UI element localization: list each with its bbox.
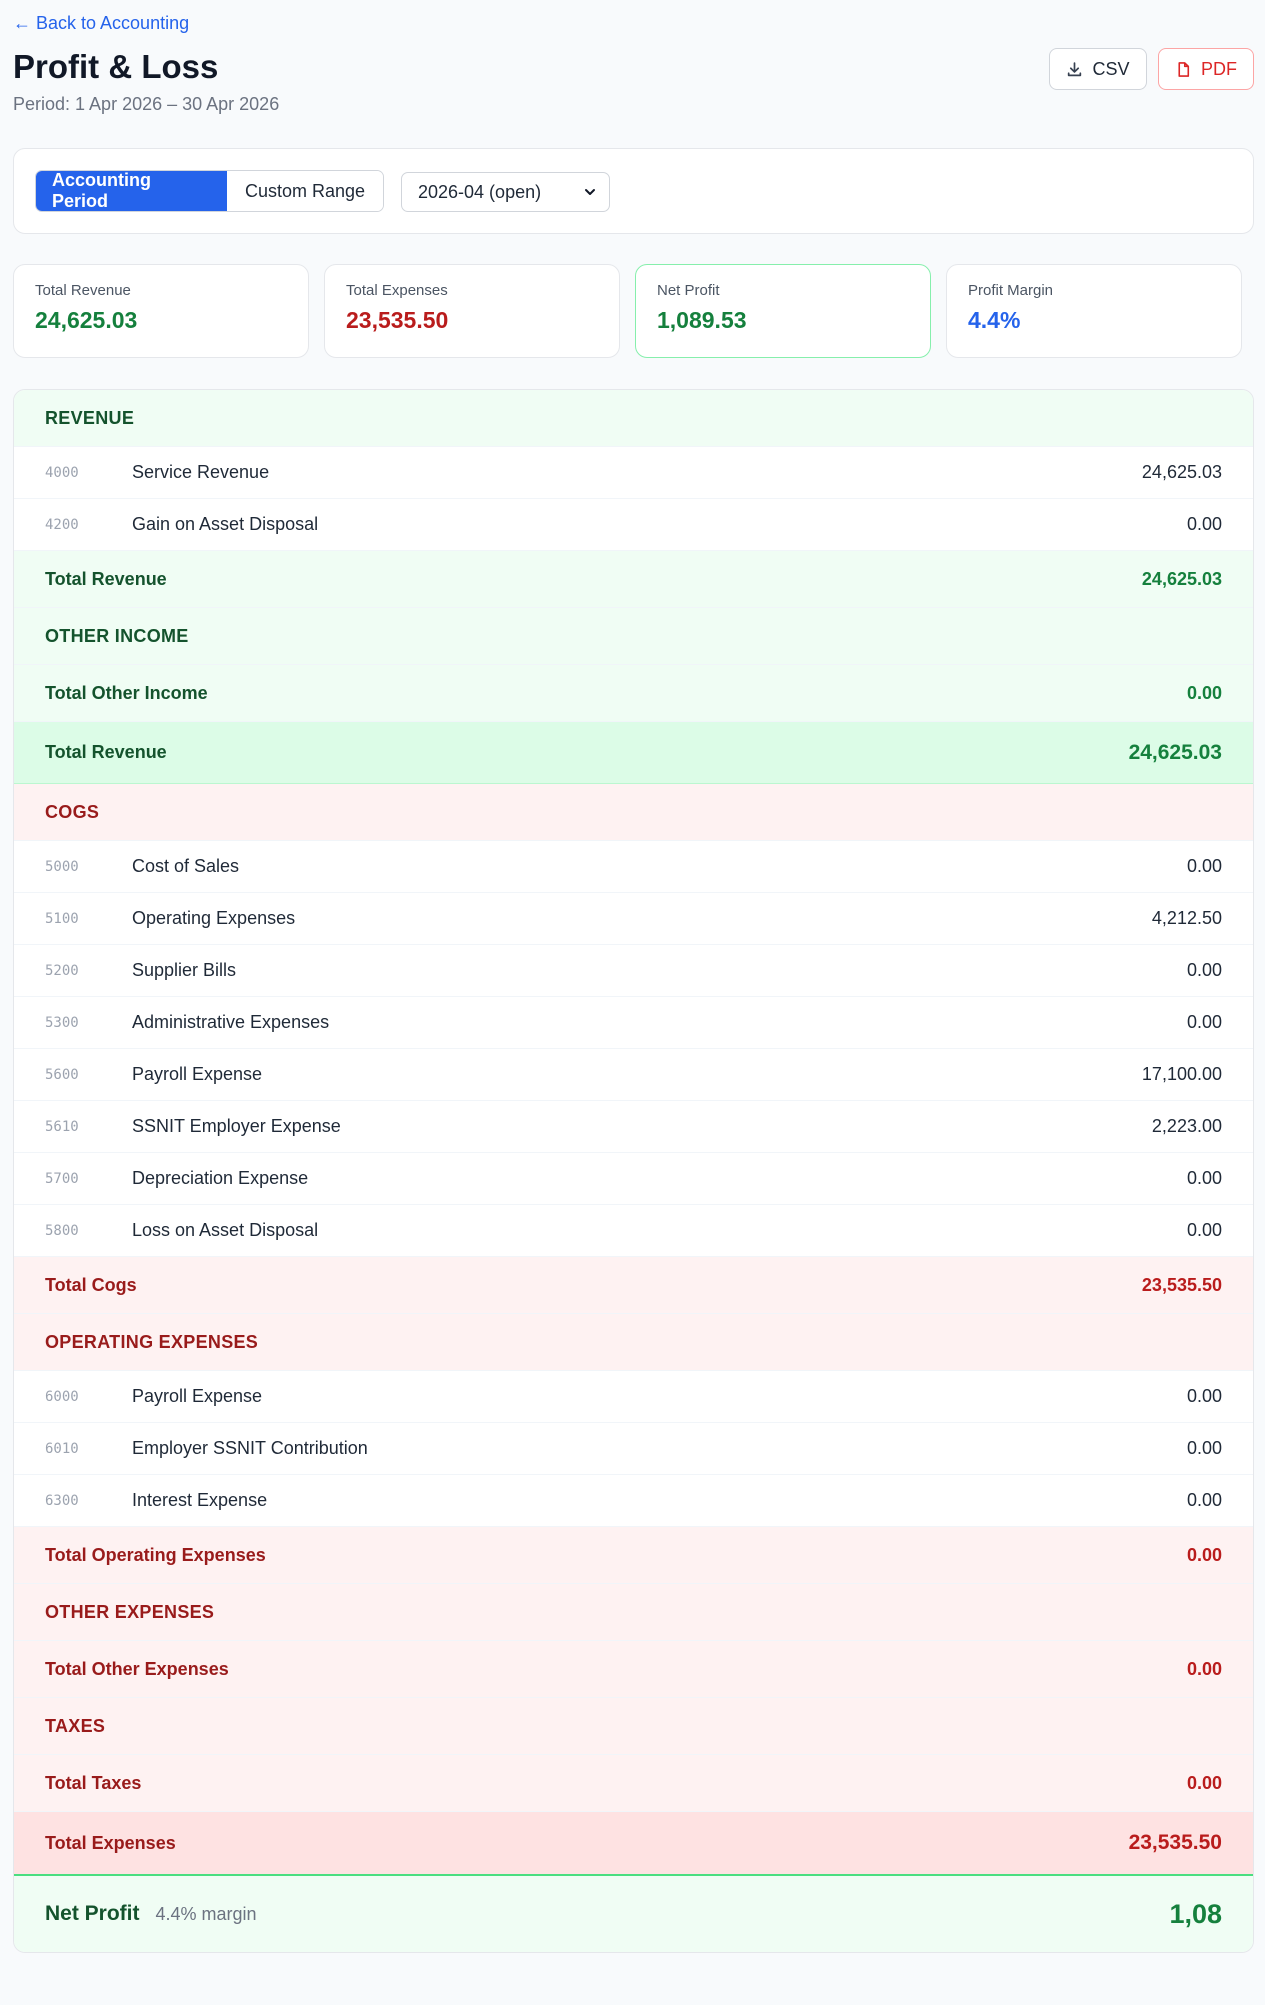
grand-total-revenue bbox=[14, 722, 1253, 784]
account-code: 5800 bbox=[45, 1222, 79, 1239]
stat-value: 23,535.50 bbox=[346, 307, 449, 333]
grand-total-amount: 23,535.50 bbox=[1128, 1831, 1222, 1854]
stat-value: 1,089.53 bbox=[657, 307, 747, 333]
account-row[interactable] bbox=[14, 893, 1253, 945]
section-title: OTHER EXPENSES bbox=[45, 1601, 215, 1622]
section-heading-other-income bbox=[14, 608, 1253, 665]
stat-label: Profit Margin bbox=[968, 282, 1054, 299]
subtotal-taxes bbox=[14, 1755, 1253, 1812]
subtotal-label: Total Revenue bbox=[45, 568, 167, 589]
section-title: COGS bbox=[45, 801, 100, 822]
account-name: Service Revenue bbox=[132, 462, 270, 482]
account-amount: 17,100.00 bbox=[1141, 1064, 1222, 1084]
grand-total-label: Total Expenses bbox=[45, 1832, 176, 1853]
section-title: REVENUE bbox=[45, 407, 135, 428]
account-code: 4200 bbox=[45, 516, 79, 533]
download-icon bbox=[1066, 61, 1083, 78]
account-row[interactable] bbox=[14, 1101, 1253, 1153]
account-row[interactable] bbox=[14, 447, 1253, 499]
account-row[interactable] bbox=[14, 1205, 1253, 1257]
stat-label: Total Revenue bbox=[35, 282, 131, 299]
account-name: Administrative Expenses bbox=[132, 1012, 330, 1032]
page-title: Profit & Loss bbox=[13, 48, 219, 85]
grand-total-amount: 24,625.03 bbox=[1128, 740, 1222, 764]
account-row[interactable] bbox=[14, 1153, 1253, 1205]
account-name: Depreciation Expense bbox=[132, 1168, 309, 1188]
section-heading-cogs bbox=[14, 784, 1253, 841]
account-code: 5610 bbox=[45, 1118, 79, 1135]
account-amount: 0.00 bbox=[1186, 1220, 1222, 1240]
account-row[interactable] bbox=[14, 841, 1253, 893]
grand-total-expenses bbox=[14, 1812, 1253, 1874]
stat-profit-margin bbox=[946, 264, 1242, 358]
account-name: Payroll Expense bbox=[132, 1386, 263, 1406]
account-name: Employer SSNIT Contribution bbox=[132, 1438, 368, 1458]
account-row[interactable] bbox=[14, 997, 1253, 1049]
subtotal-amount: 24,625.03 bbox=[1141, 568, 1222, 589]
stat-label: Total Expenses bbox=[346, 282, 448, 299]
pnl-statement bbox=[13, 389, 1254, 1953]
section-heading-taxes bbox=[14, 1698, 1253, 1755]
account-amount: 0.00 bbox=[1186, 1012, 1222, 1032]
account-amount: 0.00 bbox=[1186, 1438, 1222, 1458]
subtotal-label: Total Taxes bbox=[45, 1772, 142, 1793]
account-amount: 2,223.00 bbox=[1151, 1116, 1222, 1136]
net-profit-row bbox=[14, 1874, 1253, 1952]
section-heading-operating-expenses bbox=[14, 1314, 1253, 1371]
account-row[interactable] bbox=[14, 499, 1253, 551]
export-pdf-button[interactable] bbox=[1158, 48, 1254, 90]
account-amount: 0.00 bbox=[1186, 1490, 1222, 1510]
grand-total-label: Total Revenue bbox=[45, 742, 167, 762]
account-amount: 0.00 bbox=[1186, 1168, 1222, 1188]
account-row[interactable] bbox=[14, 945, 1253, 997]
account-code: 6300 bbox=[45, 1492, 79, 1509]
account-amount: 4,212.50 bbox=[1151, 908, 1222, 928]
net-profit-label: Net Profit bbox=[45, 1902, 140, 1925]
subtotal-label: Total Other Income bbox=[45, 682, 208, 703]
subtotal-other-expenses bbox=[14, 1641, 1253, 1698]
section-heading-revenue bbox=[14, 390, 1253, 447]
section-title: OPERATING EXPENSES bbox=[45, 1331, 259, 1352]
subtotal-cogs bbox=[14, 1257, 1253, 1314]
account-code: 5100 bbox=[45, 910, 79, 927]
period-select[interactable] bbox=[401, 172, 610, 212]
account-name: Interest Expense bbox=[132, 1490, 268, 1510]
account-code: 6010 bbox=[45, 1440, 79, 1457]
period-subtitle: Period: 1 Apr 2026 – 30 Apr 2026 bbox=[13, 94, 280, 114]
back-to-accounting-link[interactable]: ← Back to Accounting bbox=[13, 13, 190, 33]
account-code: 5200 bbox=[45, 962, 79, 979]
stat-value: 24,625.03 bbox=[35, 307, 138, 333]
csv-label: CSV bbox=[1092, 58, 1130, 79]
account-amount: 0.00 bbox=[1186, 960, 1222, 980]
section-heading-other-expenses bbox=[14, 1584, 1253, 1641]
period-mode-toggle bbox=[35, 170, 384, 212]
account-code: 5600 bbox=[45, 1066, 79, 1083]
pdf-label: PDF bbox=[1201, 58, 1237, 79]
section-title: OTHER INCOME bbox=[45, 625, 189, 646]
account-name: SSNIT Employer Expense bbox=[132, 1116, 341, 1136]
account-row[interactable] bbox=[14, 1371, 1253, 1423]
net-profit-amount: 1,08 bbox=[1169, 1898, 1222, 1929]
subtotal-label: Total Cogs bbox=[45, 1274, 137, 1295]
net-profit-margin: 4.4% margin bbox=[155, 1903, 257, 1924]
account-name: Operating Expenses bbox=[132, 908, 296, 928]
accounting-period-tab[interactable]: Accounting Period bbox=[36, 171, 227, 211]
account-amount: 0.00 bbox=[1186, 1386, 1222, 1406]
account-row[interactable] bbox=[14, 1475, 1253, 1527]
section-title: TAXES bbox=[45, 1715, 106, 1736]
account-row[interactable] bbox=[14, 1423, 1253, 1475]
account-code: 5700 bbox=[45, 1170, 79, 1187]
filter-card bbox=[13, 148, 1254, 234]
stat-total-revenue bbox=[13, 264, 309, 358]
subtotal-operating-expenses bbox=[14, 1527, 1253, 1584]
subtotal-amount: 23,535.50 bbox=[1141, 1274, 1222, 1295]
subtotal-amount: 0.00 bbox=[1186, 1772, 1222, 1793]
account-name: Gain on Asset Disposal bbox=[132, 514, 319, 534]
account-code: 5000 bbox=[45, 858, 79, 875]
account-amount: 24,625.03 bbox=[1141, 462, 1222, 482]
account-code: 6000 bbox=[45, 1388, 79, 1405]
account-row[interactable] bbox=[14, 1049, 1253, 1101]
subtotal-revenue bbox=[14, 551, 1253, 608]
account-name: Cost of Sales bbox=[132, 856, 240, 876]
subtotal-label: Total Other Expenses bbox=[45, 1658, 229, 1679]
subtotal-amount: 0.00 bbox=[1186, 682, 1222, 703]
stat-net-profit bbox=[635, 264, 931, 358]
stat-total-expenses bbox=[324, 264, 620, 358]
account-code: 5300 bbox=[45, 1014, 79, 1031]
account-name: Loss on Asset Disposal bbox=[132, 1220, 319, 1240]
account-code: 4000 bbox=[45, 464, 79, 481]
stat-label: Net Profit bbox=[657, 282, 720, 299]
document-icon bbox=[1175, 61, 1192, 78]
subtotal-amount: 0.00 bbox=[1186, 1658, 1222, 1679]
account-amount: 0.00 bbox=[1186, 514, 1222, 534]
subtotal-label: Total Operating Expenses bbox=[45, 1544, 266, 1565]
stat-value: 4.4% bbox=[968, 307, 1021, 333]
account-name: Payroll Expense bbox=[132, 1064, 263, 1084]
custom-range-tab[interactable]: Custom Range bbox=[227, 171, 383, 211]
chevron-down-icon bbox=[583, 185, 597, 199]
account-amount: 0.00 bbox=[1186, 856, 1222, 876]
account-name: Supplier Bills bbox=[132, 960, 237, 980]
subtotal-amount: 0.00 bbox=[1186, 1544, 1222, 1565]
period-select-value: 2026-04 (open) bbox=[418, 181, 542, 202]
export-csv-button[interactable] bbox=[1049, 48, 1147, 90]
subtotal-other-income bbox=[14, 665, 1253, 722]
